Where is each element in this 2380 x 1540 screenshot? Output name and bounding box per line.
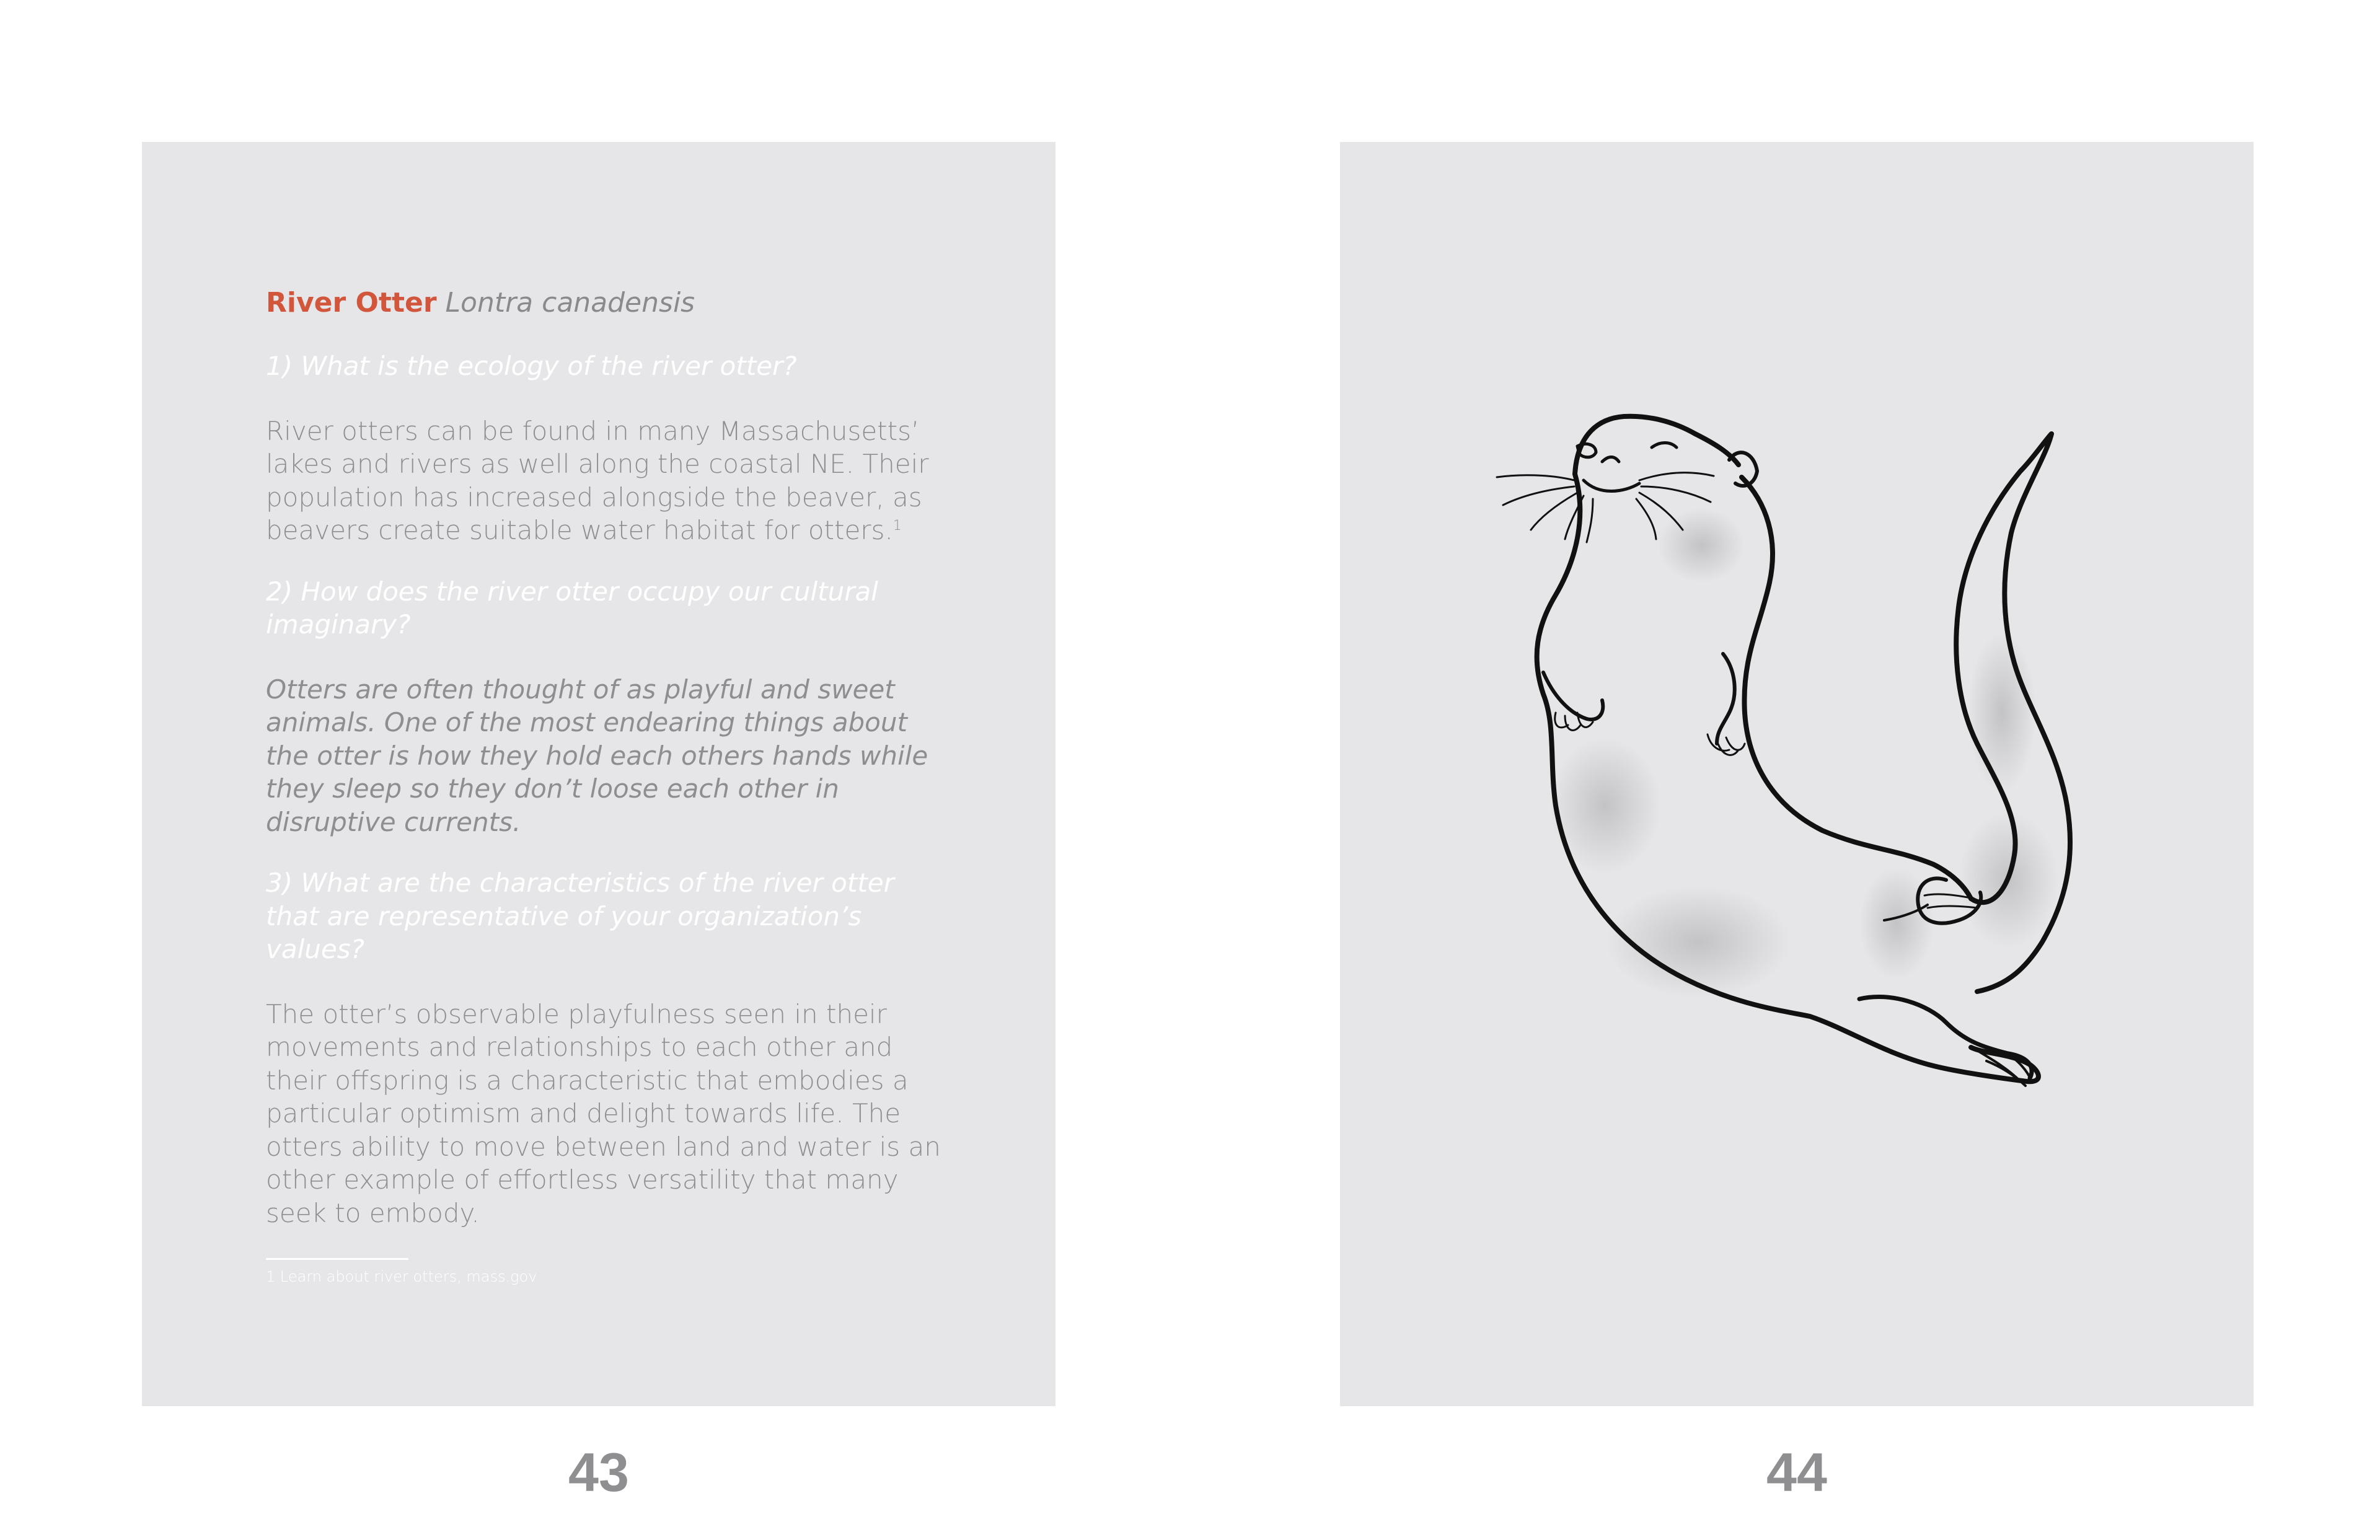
question-2: 2) How does the river otter occupy our cultural imaginary? [266, 576, 878, 640]
left-page [142, 142, 1056, 1406]
otter-right-forepaw [1717, 654, 1735, 744]
footnote-ref: 1 [892, 518, 902, 534]
footnote: 1 Learn about river otters, mass.gov [266, 1268, 537, 1285]
otter-left-forepaw-claws [1555, 713, 1593, 730]
otter-chest-outline [1742, 477, 1971, 899]
otter-right-eye [1652, 443, 1677, 448]
otter-left-forepaw [1543, 672, 1603, 719]
answer-1-text: River otters can be found in many Massachusetts’ lakes and rivers as well along the coastal NE. Their population has increased alongside the beaver, as beavers create suitable water habitat for otters. [266, 415, 929, 545]
question-1: 1) What is the ecology of the river otter? [266, 351, 797, 381]
common-name: River Otter [266, 287, 437, 319]
river-otter-illustration [1340, 142, 2254, 1406]
footnote-divider [266, 1258, 408, 1260]
right-page [1340, 142, 2254, 1406]
text-block [266, 284, 954, 1286]
page-number-right: 44 [1766, 1441, 1827, 1503]
otter-right-forepaw-claws [1708, 734, 1745, 755]
page-number-left: 43 [568, 1441, 629, 1503]
otter-hind-leg [1859, 997, 2032, 1078]
question-3: 3) What are the characteristics of the river otter that are representative of your organization’s values? [266, 868, 894, 964]
answer-3: The otter’s observable playfulness seen in their movements and relationships to each other and their offspring is a characteristic that embodies a particular optimism and delight towards life. The otters ability to move between land and water is an other example of effortless versatility that many seek to embody. [266, 998, 941, 1228]
species-heading [266, 284, 954, 322]
otter-left-eye [1602, 457, 1619, 462]
latin-name: Lontra canadensis [445, 287, 695, 319]
answer-2: Otters are often thought of as playful and sweet animals. One of the most endearing things about the otter is how they hold each others hands while they sleep so they don’t loose each other in disruptive currents. [266, 674, 928, 837]
answer-1 [266, 415, 954, 547]
otter-mouth [1584, 480, 1639, 491]
